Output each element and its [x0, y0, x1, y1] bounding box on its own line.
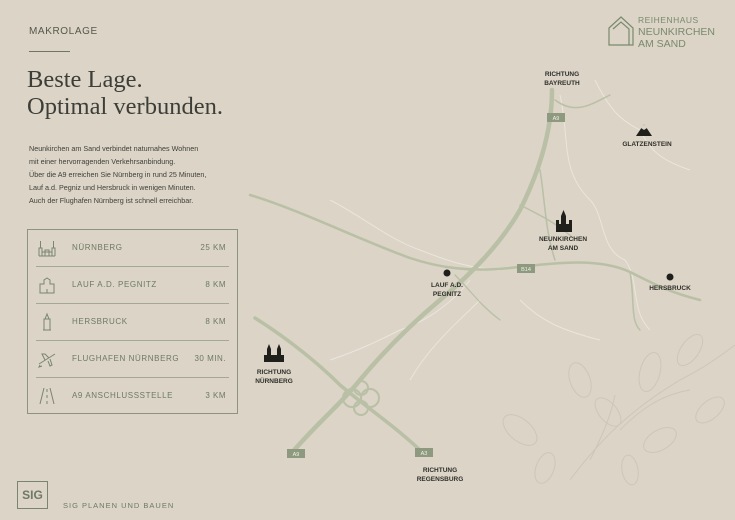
svg-text:PEGNITZ: PEGNITZ — [432, 291, 462, 298]
section-divider — [29, 51, 70, 52]
svg-text:A3: A3 — [420, 451, 428, 457]
intro-line: Lauf a.d. Pegniz und Hersbruck in wenigen Minuten. — [29, 183, 196, 192]
neunkirchen-church-icon — [556, 210, 572, 232]
label-neunkirchen — [539, 236, 587, 252]
svg-text:BAYREUTH: BAYREUTH — [544, 80, 580, 87]
label-bayreuth — [544, 71, 580, 87]
label-hersbruck — [649, 285, 691, 292]
cathedral-icon — [37, 238, 57, 258]
hersbruck-marker — [667, 274, 674, 281]
house-outline-icon — [608, 15, 634, 46]
intro-line: Neunkirchen am Sand verbindet naturnahes Wohnen — [29, 144, 199, 153]
sig-logo-badge: SIG — [17, 481, 48, 509]
distance-value: 30 MIN. — [194, 354, 226, 363]
nuernberg-cathedral-icon — [264, 344, 284, 362]
distance-name: HERSBRUCK — [72, 317, 128, 326]
distance-value: 8 KM — [205, 280, 226, 289]
road-tag-a9-bottom — [287, 449, 305, 458]
distance-row-a9 — [28, 378, 237, 415]
logo-line-1: REIHENHAUS — [638, 15, 699, 25]
distance-name: LAUF A.D. PEGNITZ — [72, 280, 157, 289]
company-name: SIG PLANEN UND BAUEN — [63, 501, 175, 510]
svg-text:RICHTUNG: RICHTUNG — [544, 71, 580, 78]
road-tag-a9-top — [547, 113, 565, 122]
lauf-marker — [444, 270, 451, 277]
section-label: MAKROLAGE — [29, 26, 98, 37]
label-lauf — [431, 282, 463, 298]
label-regensburg — [417, 467, 464, 483]
svg-text:AM SAND: AM SAND — [547, 245, 579, 252]
intro-line: Auch der Flughafen Nürnberg ist schnell erreichbar. — [29, 196, 194, 205]
intro-text — [29, 142, 259, 207]
svg-text:LAUF A.D.: LAUF A.D. — [431, 282, 463, 289]
mountain-icon — [636, 124, 652, 136]
intro-line: Über die A9 erreichen Sie Nürnberg in rund 25 Minuten, — [29, 170, 207, 179]
svg-text:A9: A9 — [552, 116, 560, 122]
castle-icon — [37, 275, 57, 295]
logo-line-2: NEUNKIRCHEN — [638, 26, 716, 38]
distance-name: NÜRNBERG — [72, 243, 123, 252]
label-nuernberg — [255, 369, 293, 385]
svg-text:NEUNKIRCHEN: NEUNKIRCHEN — [538, 236, 588, 243]
distance-row-flughafen — [28, 341, 237, 378]
headline — [27, 66, 223, 120]
headline-line-2: Optimal verbunden. — [27, 93, 223, 120]
distance-value: 25 KM — [200, 243, 226, 252]
road-tag-b14 — [517, 264, 535, 273]
airplane-icon — [37, 349, 57, 369]
svg-text:NÜRNBERG: NÜRNBERG — [255, 378, 293, 385]
distance-table — [27, 229, 238, 414]
distance-row-hersbruck — [28, 304, 237, 341]
distance-row-nuernberg — [28, 230, 237, 267]
logo-line-3: AM SAND — [638, 38, 686, 50]
distance-name: A9 ANSCHLUSSSTELLE — [72, 391, 174, 400]
distance-value: 8 KM — [205, 317, 226, 326]
svg-text:B14: B14 — [521, 267, 531, 273]
label-glatzenstein — [622, 141, 672, 148]
svg-text:RICHTUNG: RICHTUNG — [422, 467, 458, 474]
road-tag-a3 — [415, 448, 433, 457]
svg-text:A9: A9 — [292, 452, 300, 458]
intro-line: mit einer hervorragenden Verkehrsanbindung. — [29, 157, 176, 166]
distance-name: FLUGHAFEN NÜRNBERG — [72, 354, 180, 363]
svg-text:GLATZENSTEIN: GLATZENSTEIN — [622, 141, 672, 148]
distance-value: 3 KM — [205, 391, 226, 400]
distance-row-lauf — [28, 267, 237, 304]
svg-text:REGENSBURG: REGENSBURG — [416, 476, 464, 483]
headline-line-1: Beste Lage. — [27, 66, 143, 93]
svg-text:RICHTUNG: RICHTUNG — [256, 369, 292, 376]
svg-text:HERSBRUCK: HERSBRUCK — [649, 285, 691, 292]
tower-icon — [37, 312, 57, 332]
highway-icon — [37, 386, 57, 406]
